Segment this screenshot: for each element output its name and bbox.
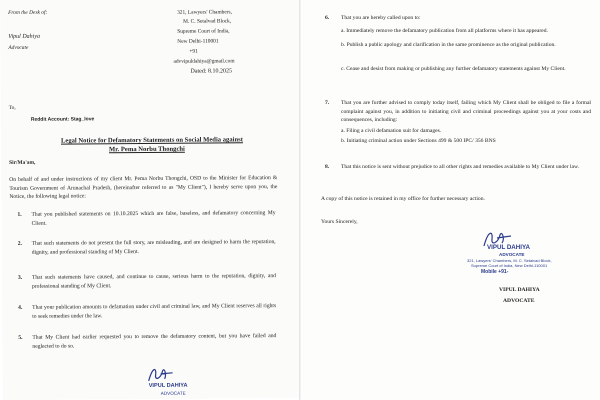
subject-line-2: Mr. Pema Norbu Thongchi xyxy=(109,145,185,154)
point-text: That you published statements on 10.10.2025 which are false, baseless, and defamatory concerning My Client. xyxy=(31,210,276,227)
stamp-address: 321, Lawyers' Chambers, M. C. Setalvad Block, xyxy=(467,258,552,263)
address-line: M. C. Setalvad Block, xyxy=(183,18,232,25)
recipient: Reddit Account: Stag_love xyxy=(30,116,95,123)
advocate-name: Vipul Dahiya xyxy=(8,33,40,40)
point-text: That My Client had earlier requested you to remove the defamatory content, but you have failed and neglected to do so. xyxy=(32,333,277,350)
copy-retained-note: A copy of this notice is retained in my office for further necessary action. xyxy=(321,196,485,202)
subject-line-1: Legal Notice for Defamatory Statements on Social Media against xyxy=(60,136,243,145)
closing: Yours Sincerely, xyxy=(321,219,358,225)
from-desk-label: From the Desk of: xyxy=(8,9,48,16)
signatory-name: VIPUL DAHIYA xyxy=(499,287,540,293)
advocate-designation: Advocate xyxy=(8,44,29,51)
stamp-mobile: Mobile +91- xyxy=(481,269,509,275)
point-text: That such statements do not present the full story, are misleading, and are designed to harm the reputation, dignity, and professional standing of My Client. xyxy=(31,239,276,256)
point-number: 1. xyxy=(17,211,22,218)
stamp-title: ADVOCATE xyxy=(160,390,186,396)
notice-page-2 xyxy=(301,0,600,400)
sub-item: b. Initiating criminal action under Sections 499 & 500 IPC/ 356 BNS xyxy=(341,138,496,144)
point-text: That this notice is sent without prejudice to all other rights and remedies available to My Client under law. xyxy=(341,164,580,170)
point-number: 2. xyxy=(17,240,22,247)
stamp-name: VIPUL DAHIYA xyxy=(487,244,530,251)
point-number: 7. xyxy=(325,100,330,106)
point-number: 3. xyxy=(17,274,23,281)
address-line: New Delhi-110001 xyxy=(177,38,219,45)
to-label: To, xyxy=(8,104,16,111)
point-number: 6. xyxy=(325,15,330,21)
sub-item: b. Publish a public apology and clarification in the same prominence as the original publication. xyxy=(341,42,556,48)
point-text: That such statements have caused, and continue to cause, serious harm to the reputation, dignity, and professional standing of My Client. xyxy=(31,273,276,290)
salutation: Sir/Ma'am, xyxy=(9,159,36,166)
email-address: advvipuldahiya@gmail.com xyxy=(173,58,235,65)
stamp-name: VIPUL DAHIYA xyxy=(148,382,188,389)
point-text: That you are further advised to comply today itself, failing which My Client shall be obliged to file a formal complaint against you, in addition to initiating civil and criminal proceedings against you at your costs and consequences, including: xyxy=(341,100,591,124)
address-line: Supreme Court of India, xyxy=(177,28,230,35)
sub-item: a. Immediately remove the defamatory publication from all platforms where it has appeared. xyxy=(341,28,548,34)
point-text: That your publication amounts to defamation under civil and criminal law, and My Client reserves all rights to seek remedies under the law. xyxy=(32,303,277,320)
address-line: 321, Lawyers' Chambers, xyxy=(177,9,232,16)
signatory-title: ADVOCATE xyxy=(503,298,535,304)
point-number: 8. xyxy=(325,164,330,170)
stamp-address: Supreme Court of India, New Delhi-110001 xyxy=(471,263,548,268)
stamp-title: ADVOCATE xyxy=(499,252,525,257)
sub-item: a. Filing a civil defamation suit for damages. xyxy=(341,128,442,134)
letterhead-address xyxy=(173,9,277,65)
sub-item: c. Cease and desist from making or publishing any further defamatory statements against My Client. xyxy=(341,66,566,72)
point-number: 4. xyxy=(18,304,23,311)
address-line: +91 xyxy=(189,48,198,55)
point-number: 5. xyxy=(18,334,23,341)
intro-paragraph: On behalf of and under instructions of my client Mr. Pema Norbu Thongchi, OSD to the Minister for Education & Tourism Government of Arunachal Pradesh, (hereinafter referred to as "My Client"), I hereby serve upon you, the Notice, the following legal notice: xyxy=(9,175,278,201)
point-text: That you are hereby called upon to: xyxy=(341,15,421,21)
notice-date: Dated: 8.10.2025 xyxy=(190,68,233,75)
